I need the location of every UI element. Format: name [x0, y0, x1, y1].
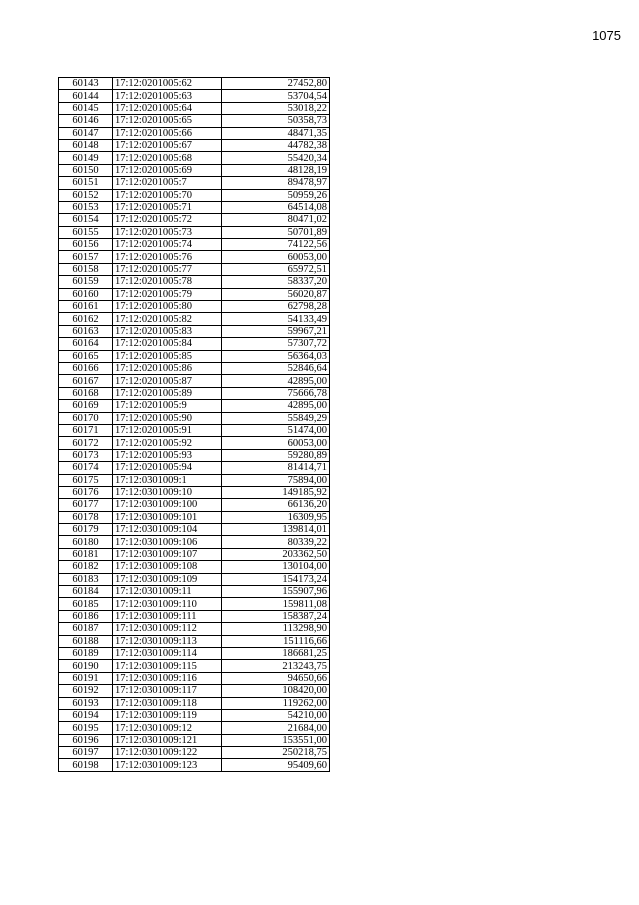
table-row: [59, 573, 330, 585]
row-number-cell: 60144: [59, 90, 113, 102]
row-number-cell: 60160: [59, 288, 113, 300]
row-number-cell: 60170: [59, 412, 113, 424]
row-number-cell: 60148: [59, 139, 113, 151]
table-row: [59, 325, 330, 337]
table-row: [59, 722, 330, 734]
table-row: [59, 672, 330, 684]
table-row: [59, 561, 330, 573]
row-number-cell: 60157: [59, 251, 113, 263]
value-cell: 80471,02: [222, 214, 330, 226]
table-row: [59, 239, 330, 251]
table-row: [59, 734, 330, 746]
table-row: [59, 486, 330, 498]
row-number-cell: 60193: [59, 697, 113, 709]
table-row: [59, 449, 330, 461]
value-cell: 149185,92: [222, 486, 330, 498]
table-row: [59, 90, 330, 102]
page-number: 1075: [592, 28, 621, 43]
row-number-cell: 60150: [59, 164, 113, 176]
cadastral-number-cell: 17:12:0301009:122: [113, 747, 222, 759]
value-cell: 139814,01: [222, 524, 330, 536]
cadastral-number-cell: 17:12:0301009:123: [113, 759, 222, 771]
cadastral-number-cell: 17:12:0201005:71: [113, 201, 222, 213]
row-number-cell: 60172: [59, 437, 113, 449]
table-row: [59, 301, 330, 313]
table-row: [59, 709, 330, 721]
value-cell: 113298,90: [222, 623, 330, 635]
cadastral-number-cell: 17:12:0301009:104: [113, 524, 222, 536]
row-number-cell: 60198: [59, 759, 113, 771]
row-number-cell: 60155: [59, 226, 113, 238]
value-cell: 64514,08: [222, 201, 330, 213]
value-cell: 119262,00: [222, 697, 330, 709]
row-number-cell: 60159: [59, 276, 113, 288]
cadastral-number-cell: 17:12:0301009:109: [113, 573, 222, 585]
cadastral-number-cell: 17:12:0201005:65: [113, 115, 222, 127]
row-number-cell: 60188: [59, 635, 113, 647]
cadastral-number-cell: 17:12:0201005:69: [113, 164, 222, 176]
row-number-cell: 60183: [59, 573, 113, 585]
row-number-cell: 60162: [59, 313, 113, 325]
value-cell: 89478,97: [222, 177, 330, 189]
row-number-cell: 60167: [59, 375, 113, 387]
row-number-cell: 60171: [59, 424, 113, 436]
cadastral-number-cell: 17:12:0301009:118: [113, 697, 222, 709]
table-row: [59, 338, 330, 350]
row-number-cell: 60152: [59, 189, 113, 201]
table-row: [59, 424, 330, 436]
row-number-cell: 60154: [59, 214, 113, 226]
row-number-cell: 60197: [59, 747, 113, 759]
value-cell: 151116,66: [222, 635, 330, 647]
value-cell: 108420,00: [222, 685, 330, 697]
value-cell: 48471,35: [222, 127, 330, 139]
row-number-cell: 60153: [59, 201, 113, 213]
table-row: [59, 474, 330, 486]
table-row: [59, 263, 330, 275]
value-cell: 213243,75: [222, 660, 330, 672]
value-cell: 27452,80: [222, 78, 330, 90]
value-cell: 66136,20: [222, 499, 330, 511]
cadastral-number-cell: 17:12:0301009:100: [113, 499, 222, 511]
cadastral-number-cell: 17:12:0201005:9: [113, 400, 222, 412]
row-number-cell: 60146: [59, 115, 113, 127]
table-row: [59, 288, 330, 300]
cadastral-number-cell: 17:12:0301009:113: [113, 635, 222, 647]
table-row: [59, 499, 330, 511]
cadastral-number-cell: 17:12:0201005:83: [113, 325, 222, 337]
table-row: [59, 759, 330, 771]
value-cell: 56364,03: [222, 350, 330, 362]
value-cell: 94650,66: [222, 672, 330, 684]
cadastral-number-cell: 17:12:0201005:66: [113, 127, 222, 139]
value-cell: 186681,25: [222, 647, 330, 659]
value-cell: 50701,89: [222, 226, 330, 238]
value-cell: 59280,89: [222, 449, 330, 461]
table-row: [59, 747, 330, 759]
cadastral-number-cell: 17:12:0201005:74: [113, 239, 222, 251]
table-row: [59, 598, 330, 610]
table-row: [59, 685, 330, 697]
row-number-cell: 60191: [59, 672, 113, 684]
row-number-cell: 60195: [59, 722, 113, 734]
row-number-cell: 60163: [59, 325, 113, 337]
cadastral-number-cell: 17:12:0201005:72: [113, 214, 222, 226]
value-cell: 62798,28: [222, 301, 330, 313]
table-row: [59, 177, 330, 189]
table-row: [59, 115, 330, 127]
row-number-cell: 60158: [59, 263, 113, 275]
table-row: [59, 437, 330, 449]
cadastral-number-cell: 17:12:0201005:90: [113, 412, 222, 424]
row-number-cell: 60174: [59, 462, 113, 474]
cadastral-number-cell: 17:12:0201005:76: [113, 251, 222, 263]
cadastral-number-cell: 17:12:0201005:82: [113, 313, 222, 325]
table-row: [59, 536, 330, 548]
table-row: [59, 164, 330, 176]
table-row: [59, 412, 330, 424]
value-cell: 57307,72: [222, 338, 330, 350]
cadastral-number-cell: 17:12:0301009:106: [113, 536, 222, 548]
cadastral-number-cell: 17:12:0201005:79: [113, 288, 222, 300]
cadastral-number-cell: 17:12:0301009:108: [113, 561, 222, 573]
row-number-cell: 60165: [59, 350, 113, 362]
row-number-cell: 60147: [59, 127, 113, 139]
row-number-cell: 60178: [59, 511, 113, 523]
cadastral-number-cell: 17:12:0201005:80: [113, 301, 222, 313]
cadastral-number-cell: 17:12:0301009:1: [113, 474, 222, 486]
table-row: [59, 102, 330, 114]
cadastral-number-cell: 17:12:0201005:64: [113, 102, 222, 114]
table-body: [59, 78, 330, 772]
value-cell: 44782,38: [222, 139, 330, 151]
table-row: [59, 511, 330, 523]
cadastral-number-cell: 17:12:0201005:62: [113, 78, 222, 90]
cadastral-number-cell: 17:12:0301009:119: [113, 709, 222, 721]
table-row: [59, 387, 330, 399]
value-cell: 74122,56: [222, 239, 330, 251]
row-number-cell: 60185: [59, 598, 113, 610]
row-number-cell: 60164: [59, 338, 113, 350]
cadastral-number-cell: 17:12:0201005:77: [113, 263, 222, 275]
table-row: [59, 548, 330, 560]
cadastral-value-table: [58, 77, 330, 772]
value-cell: 55420,34: [222, 152, 330, 164]
cadastral-number-cell: 17:12:0201005:84: [113, 338, 222, 350]
value-cell: 50358,73: [222, 115, 330, 127]
value-cell: 250218,75: [222, 747, 330, 759]
cadastral-number-cell: 17:12:0301009:121: [113, 734, 222, 746]
table-row: [59, 127, 330, 139]
cadastral-number-cell: 17:12:0301009:11: [113, 586, 222, 598]
row-number-cell: 60182: [59, 561, 113, 573]
table-row: [59, 610, 330, 622]
value-cell: 60053,00: [222, 251, 330, 263]
value-cell: 60053,00: [222, 437, 330, 449]
row-number-cell: 60166: [59, 362, 113, 374]
row-number-cell: 60173: [59, 449, 113, 461]
row-number-cell: 60161: [59, 301, 113, 313]
row-number-cell: 60190: [59, 660, 113, 672]
cadastral-number-cell: 17:12:0301009:116: [113, 672, 222, 684]
row-number-cell: 60196: [59, 734, 113, 746]
value-cell: 153551,00: [222, 734, 330, 746]
cadastral-number-cell: 17:12:0301009:101: [113, 511, 222, 523]
table-row: [59, 647, 330, 659]
row-number-cell: 60179: [59, 524, 113, 536]
table-row: [59, 635, 330, 647]
row-number-cell: 60181: [59, 548, 113, 560]
value-cell: 80339,22: [222, 536, 330, 548]
table-row: [59, 313, 330, 325]
value-cell: 42895,00: [222, 375, 330, 387]
cadastral-number-cell: 17:12:0301009:10: [113, 486, 222, 498]
value-cell: 59967,21: [222, 325, 330, 337]
cadastral-number-cell: 17:12:0301009:107: [113, 548, 222, 560]
cadastral-number-cell: 17:12:0201005:91: [113, 424, 222, 436]
value-cell: 50959,26: [222, 189, 330, 201]
cadastral-number-cell: 17:12:0201005:94: [113, 462, 222, 474]
cadastral-number-cell: 17:12:0201005:63: [113, 90, 222, 102]
row-number-cell: 60151: [59, 177, 113, 189]
table-row: [59, 623, 330, 635]
value-cell: 159811,08: [222, 598, 330, 610]
value-cell: 58337,20: [222, 276, 330, 288]
table-row: [59, 350, 330, 362]
cadastral-number-cell: 17:12:0301009:111: [113, 610, 222, 622]
table-row: [59, 524, 330, 536]
table-row: [59, 660, 330, 672]
cadastral-number-cell: 17:12:0201005:92: [113, 437, 222, 449]
cadastral-number-cell: 17:12:0301009:112: [113, 623, 222, 635]
cadastral-number-cell: 17:12:0201005:67: [113, 139, 222, 151]
value-cell: 51474,00: [222, 424, 330, 436]
cadastral-number-cell: 17:12:0201005:7: [113, 177, 222, 189]
value-cell: 52846,64: [222, 362, 330, 374]
row-number-cell: 60187: [59, 623, 113, 635]
cadastral-number-cell: 17:12:0201005:73: [113, 226, 222, 238]
value-cell: 65972,51: [222, 263, 330, 275]
value-cell: 154173,24: [222, 573, 330, 585]
row-number-cell: 60189: [59, 647, 113, 659]
table-row: [59, 400, 330, 412]
table-row: [59, 78, 330, 90]
row-number-cell: 60143: [59, 78, 113, 90]
row-number-cell: 60192: [59, 685, 113, 697]
table-row: [59, 586, 330, 598]
table-row: [59, 226, 330, 238]
value-cell: 42895,00: [222, 400, 330, 412]
value-cell: 95409,60: [222, 759, 330, 771]
cadastral-number-cell: 17:12:0201005:70: [113, 189, 222, 201]
table-row: [59, 201, 330, 213]
row-number-cell: 60184: [59, 586, 113, 598]
value-cell: 54210,00: [222, 709, 330, 721]
cadastral-number-cell: 17:12:0301009:110: [113, 598, 222, 610]
row-number-cell: 60177: [59, 499, 113, 511]
cadastral-number-cell: 17:12:0201005:86: [113, 362, 222, 374]
value-cell: 56020,87: [222, 288, 330, 300]
value-cell: 130104,00: [222, 561, 330, 573]
row-number-cell: 60168: [59, 387, 113, 399]
cadastral-number-cell: 17:12:0301009:12: [113, 722, 222, 734]
value-cell: 53018,22: [222, 102, 330, 114]
value-cell: 203362,50: [222, 548, 330, 560]
cadastral-number-cell: 17:12:0301009:114: [113, 647, 222, 659]
value-cell: 54133,49: [222, 313, 330, 325]
value-cell: 158387,24: [222, 610, 330, 622]
row-number-cell: 60149: [59, 152, 113, 164]
table-row: [59, 139, 330, 151]
value-cell: 75666,78: [222, 387, 330, 399]
cadastral-number-cell: 17:12:0201005:78: [113, 276, 222, 288]
row-number-cell: 60194: [59, 709, 113, 721]
value-cell: 81414,71: [222, 462, 330, 474]
row-number-cell: 60180: [59, 536, 113, 548]
value-cell: 16309,95: [222, 511, 330, 523]
table-row: [59, 152, 330, 164]
row-number-cell: 60186: [59, 610, 113, 622]
table-row: [59, 276, 330, 288]
cadastral-number-cell: 17:12:0301009:115: [113, 660, 222, 672]
value-cell: 48128,19: [222, 164, 330, 176]
row-number-cell: 60156: [59, 239, 113, 251]
value-cell: 75894,00: [222, 474, 330, 486]
table-row: [59, 462, 330, 474]
table-row: [59, 189, 330, 201]
value-cell: 55849,29: [222, 412, 330, 424]
cadastral-number-cell: 17:12:0201005:85: [113, 350, 222, 362]
cadastral-number-cell: 17:12:0301009:117: [113, 685, 222, 697]
value-cell: 155907,96: [222, 586, 330, 598]
value-cell: 21684,00: [222, 722, 330, 734]
cadastral-number-cell: 17:12:0201005:68: [113, 152, 222, 164]
cadastral-number-cell: 17:12:0201005:87: [113, 375, 222, 387]
row-number-cell: 60176: [59, 486, 113, 498]
cadastral-number-cell: 17:12:0201005:89: [113, 387, 222, 399]
row-number-cell: 60175: [59, 474, 113, 486]
cadastral-number-cell: 17:12:0201005:93: [113, 449, 222, 461]
table-row: [59, 251, 330, 263]
table-row: [59, 362, 330, 374]
row-number-cell: 60145: [59, 102, 113, 114]
table-row: [59, 375, 330, 387]
value-cell: 53704,54: [222, 90, 330, 102]
table-row: [59, 214, 330, 226]
row-number-cell: 60169: [59, 400, 113, 412]
table-row: [59, 697, 330, 709]
